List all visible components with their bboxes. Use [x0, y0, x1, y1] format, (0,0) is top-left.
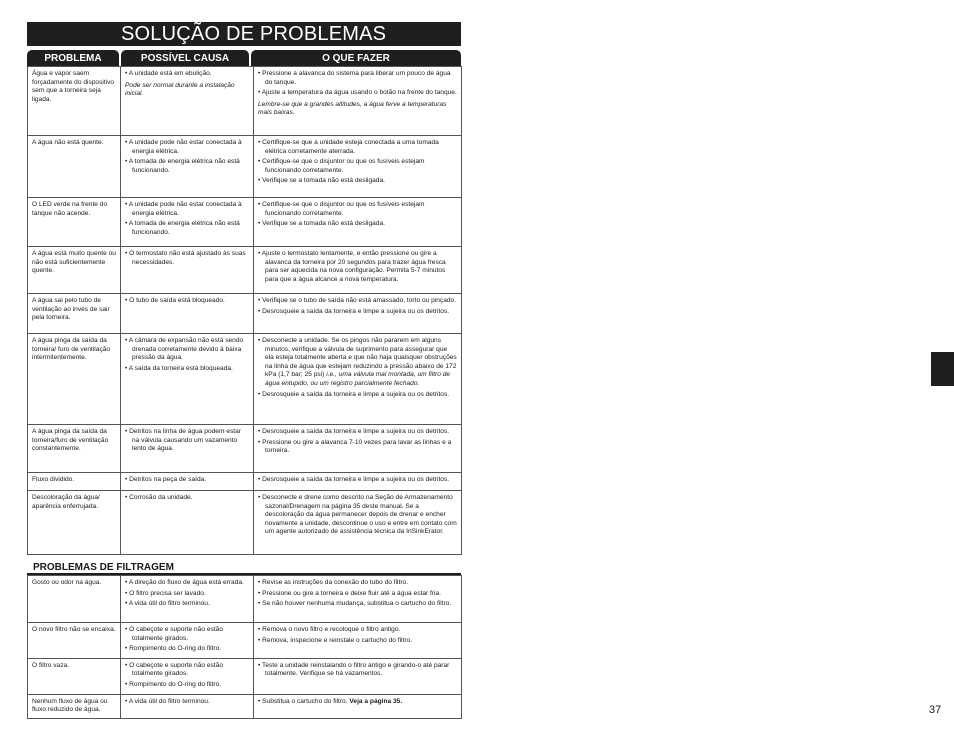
- action-item: • Pressione a alavanca do sistema para liberar um pouco de água do tanque.: [258, 70, 457, 87]
- action-item: • Remova o novo filtro e recoloque o filtro antigo.: [258, 626, 457, 635]
- problem-text: A água sai pelo tubo de ventilação ao invés de sair pela torneira.: [32, 297, 110, 322]
- action-cell: [254, 198, 462, 247]
- cause-item: • A direção do fluxo de água está errada.: [125, 579, 249, 588]
- column-header-cause: POSSÍVEL CAUSA: [121, 50, 249, 66]
- problem-text: O filtro vaza.: [32, 661, 70, 669]
- action-cell: [254, 576, 462, 623]
- page-title-bar: [27, 22, 461, 46]
- cause-cell: [121, 136, 254, 198]
- table-row: [28, 491, 462, 555]
- action-item: • Se não houver nenhuma mudança, substitua o cartucho do filtro.: [258, 600, 457, 609]
- problem-cell: [28, 576, 121, 623]
- action-item: • Verifique se o tubo de saída não está amassado, torto ou pinçado.: [258, 297, 457, 306]
- action-item: • Teste a unidade reinstalando o filtro antigo e girando-o até parar totalmente. Verifique se há vazamentos.: [258, 662, 457, 679]
- action-item: • Verifique se a tomada não está desligada.: [258, 177, 457, 186]
- cause-cell: [121, 623, 254, 659]
- cause-cell: [121, 491, 254, 555]
- problem-cell: [28, 334, 121, 425]
- cause-cell: [121, 198, 254, 247]
- problem-text: Água e vapor saem forçadamente do dispositivo sem que a torneira seja ligada.: [32, 70, 115, 103]
- cause-item: • O cabeçote e suporte não estão totalmente girados.: [125, 662, 249, 679]
- action-item: • Certifique-se que o disjuntor ou que os fusíveis estejam funcionando corretamente.: [258, 158, 457, 175]
- column-header-problem: PROBLEMA: [27, 50, 119, 66]
- table-row: [28, 576, 462, 623]
- cause-item: • Detritos na peça de saída.: [125, 476, 249, 485]
- problem-text: Nenhum fluxo de água ou fluxo reduzido de água.: [32, 697, 108, 714]
- action-cell: [254, 425, 462, 473]
- problem-cell: [28, 247, 121, 294]
- cause-item: • A tomada de energia elétrica não está funcionando.: [125, 158, 249, 175]
- action-cell: [254, 247, 462, 294]
- filter-section-title: PROBLEMAS DE FILTRAGEM: [33, 562, 174, 573]
- problem-text: A água pinga da saída da torneira/ furo de ventilação intermitentemente.: [32, 337, 111, 362]
- action-cell: [254, 658, 462, 694]
- action-cell: [254, 623, 462, 659]
- problem-text: Fluxo dividido.: [32, 476, 75, 483]
- problem-text: A água está muito quente ou não está suficientemente quente.: [32, 250, 116, 275]
- cause-item: • Detritos na linha de água podem estar na válvula causando um vazamento lento de água.: [125, 428, 249, 454]
- problem-cell: [28, 294, 121, 334]
- column-header-action: O QUE FAZER: [251, 50, 461, 66]
- action-cell: [254, 473, 462, 491]
- cause-item: • A tomada de energia elétrica não está funcionando.: [125, 220, 249, 237]
- problem-cell: [28, 198, 121, 247]
- cause-item: • O tubo de saída está bloqueado.: [125, 297, 249, 306]
- page-number: 37: [929, 704, 942, 716]
- cause-item: • A saída da torneira está bloqueada.: [125, 365, 249, 374]
- problem-cell: [28, 425, 121, 473]
- table-row: [28, 136, 462, 198]
- cause-cell: [121, 334, 254, 425]
- action-item: • Pressione ou gire a alavanca 7-10 vezes para lavar as linhas e a torneira.: [258, 439, 457, 456]
- problem-cell: [28, 623, 121, 659]
- cause-item: • A unidade pode não estar conectada à energia elétrica.: [125, 139, 249, 156]
- table-row: [28, 425, 462, 473]
- cause-cell: [121, 294, 254, 334]
- table-row: [28, 198, 462, 247]
- action-item: • Revise as instruções da conexão do tubo do filtro.: [258, 579, 457, 588]
- problem-text: Descoloração da água/ aparência enferrujada.: [32, 494, 100, 510]
- cause-item: • A unidade está em ebulição.: [125, 70, 249, 79]
- action-item: • Desrosqueie a saída da torneira e limpe a sujeira ou os detritos.: [258, 476, 457, 485]
- problem-text: Gosto ou odor na água.: [32, 579, 102, 586]
- cause-cell: [121, 576, 254, 623]
- cause-cell: [121, 694, 254, 718]
- action-text: Desconecte a unidade. Se os pingos não pararem em alguns minutos, verifique a válvula de suprimento para assegurar que ela esteja totalmente aberta e que não haja quaisquer obstruções na linha de água que estejam reduzindo a pressão abaixo de 172 kPa (1,7 bar; 25 psi): [262, 337, 457, 379]
- action-item: [258, 337, 457, 389]
- action-item: • Desrosqueie a saída da torneira e limpe a sujeira ou os detritos.: [258, 308, 457, 317]
- table-row: [28, 67, 462, 136]
- problem-cell: [28, 136, 121, 198]
- action-item: • Desconecte e drene como descrito na Seção de Armazenamento sazonal/Drenagem na página 35 deste manual. Se a descoloração da água permanecer depois de drenar e encher novamente a unidade, descontinue o uso e entre em contato com um agente autorizado de assistência técnica da InSinkErator.: [258, 494, 457, 537]
- action-item: • Ajuste o termostato lentamente, e então pressione ou gire a alavanca da torneira por 20 segundos para trazer água fresca para ser aquecida na nova configuração. Permita 5-7 minutos para que a água alcance a nova temperatura.: [258, 250, 457, 284]
- problem-cell: [28, 473, 121, 491]
- action-item: • Certifique-se que o disjuntor ou que os fusíveis estejam funcionando corretamente.: [258, 201, 457, 218]
- problem-cell: [28, 694, 121, 718]
- cause-item: • O termostato não está ajustado às suas necessidades.: [125, 250, 249, 267]
- action-note: Lembre-se que a grandes altitudes, a água ferve a temperaturas mais baixas.: [258, 100, 447, 117]
- table-row: [28, 247, 462, 294]
- action-italic-note: i.e., uma válvula mal montada, um filtro de água entupido, ou um registro parcialmente fechado.: [265, 371, 451, 387]
- section-tab-marker: [931, 352, 954, 386]
- action-item: [258, 698, 457, 707]
- cause-item: • O cabeçote e suporte não estão totalmente girados.: [125, 626, 249, 643]
- cause-item: • A vida útil do filtro terminou.: [125, 698, 249, 707]
- cause-item: • A unidade pode não estar conectada à energia elétrica.: [125, 201, 249, 218]
- cause-item: • O filtro precisa ser lavado.: [125, 590, 249, 599]
- action-cell: [254, 67, 462, 136]
- cause-cell: [121, 247, 254, 294]
- action-cell: [254, 334, 462, 425]
- table-row: [28, 694, 462, 718]
- page-reference: Veja a página 35.: [349, 697, 403, 705]
- problem-text: O novo filtro não se encaixa.: [32, 626, 116, 633]
- action-text: Substitua o cartucho do filtro.: [262, 697, 348, 705]
- cause-note: Pode ser normal durante a instalação inicial.: [125, 81, 235, 98]
- action-item: • Remova, inspecione e reinstale o cartucho do filtro.: [258, 637, 457, 646]
- cause-cell: [121, 425, 254, 473]
- action-cell: [254, 694, 462, 718]
- cause-cell: [121, 67, 254, 136]
- cause-item: • Rompimento do O-ring do filtro.: [125, 645, 249, 654]
- table-row: [28, 334, 462, 425]
- table-row: [28, 294, 462, 334]
- cause-item: • Corrosão da unidade.: [125, 494, 249, 503]
- troubleshooting-table: [27, 66, 462, 555]
- action-cell: [254, 491, 462, 555]
- table-row: [28, 473, 462, 491]
- page-title: SOLUÇÃO DE PROBLEMAS: [121, 23, 387, 45]
- cause-item: • A câmara de expansão não está sendo drenada corretamente devido à baixa pressão da água.: [125, 337, 249, 363]
- problem-cell: [28, 67, 121, 136]
- cause-item: • A vida útil do filtro terminou.: [125, 600, 249, 609]
- cause-cell: [121, 658, 254, 694]
- problem-text: A água não está quente.: [32, 139, 104, 146]
- action-item: • Desrosqueie a saída da torneira e limpe a sujeira ou os detritos.: [258, 428, 457, 437]
- cause-cell: [121, 473, 254, 491]
- table-row: [28, 623, 462, 659]
- action-item: • Ajuste a temperatura da água usando o botão na frente do tanque.: [258, 89, 457, 98]
- problem-cell: [28, 658, 121, 694]
- action-cell: [254, 294, 462, 334]
- filter-troubleshooting-table: [27, 575, 462, 719]
- problem-text: O LED verde na frente do tanque não acende.: [32, 201, 108, 217]
- problem-cell: [28, 491, 121, 555]
- action-item: • Verifique se a tomada não está desligada.: [258, 220, 457, 229]
- action-cell: [254, 136, 462, 198]
- problem-text: A água pinga da saída da torneira/furo de ventilação constantemente.: [32, 428, 109, 453]
- cause-item: • Rompimento do O-ring do filtro.: [125, 681, 249, 690]
- action-item: • Pressione ou gire a torneira e deixe fluir até a água estar fria.: [258, 590, 457, 599]
- action-item: • Desrosqueie a saída da torneira e limpe a sujeira ou os detritos.: [258, 391, 457, 400]
- table-row: [28, 658, 462, 694]
- action-item: • Certifique-se que a unidade esteja conectada a uma tomada elétrica corretamente aterrada.: [258, 139, 457, 156]
